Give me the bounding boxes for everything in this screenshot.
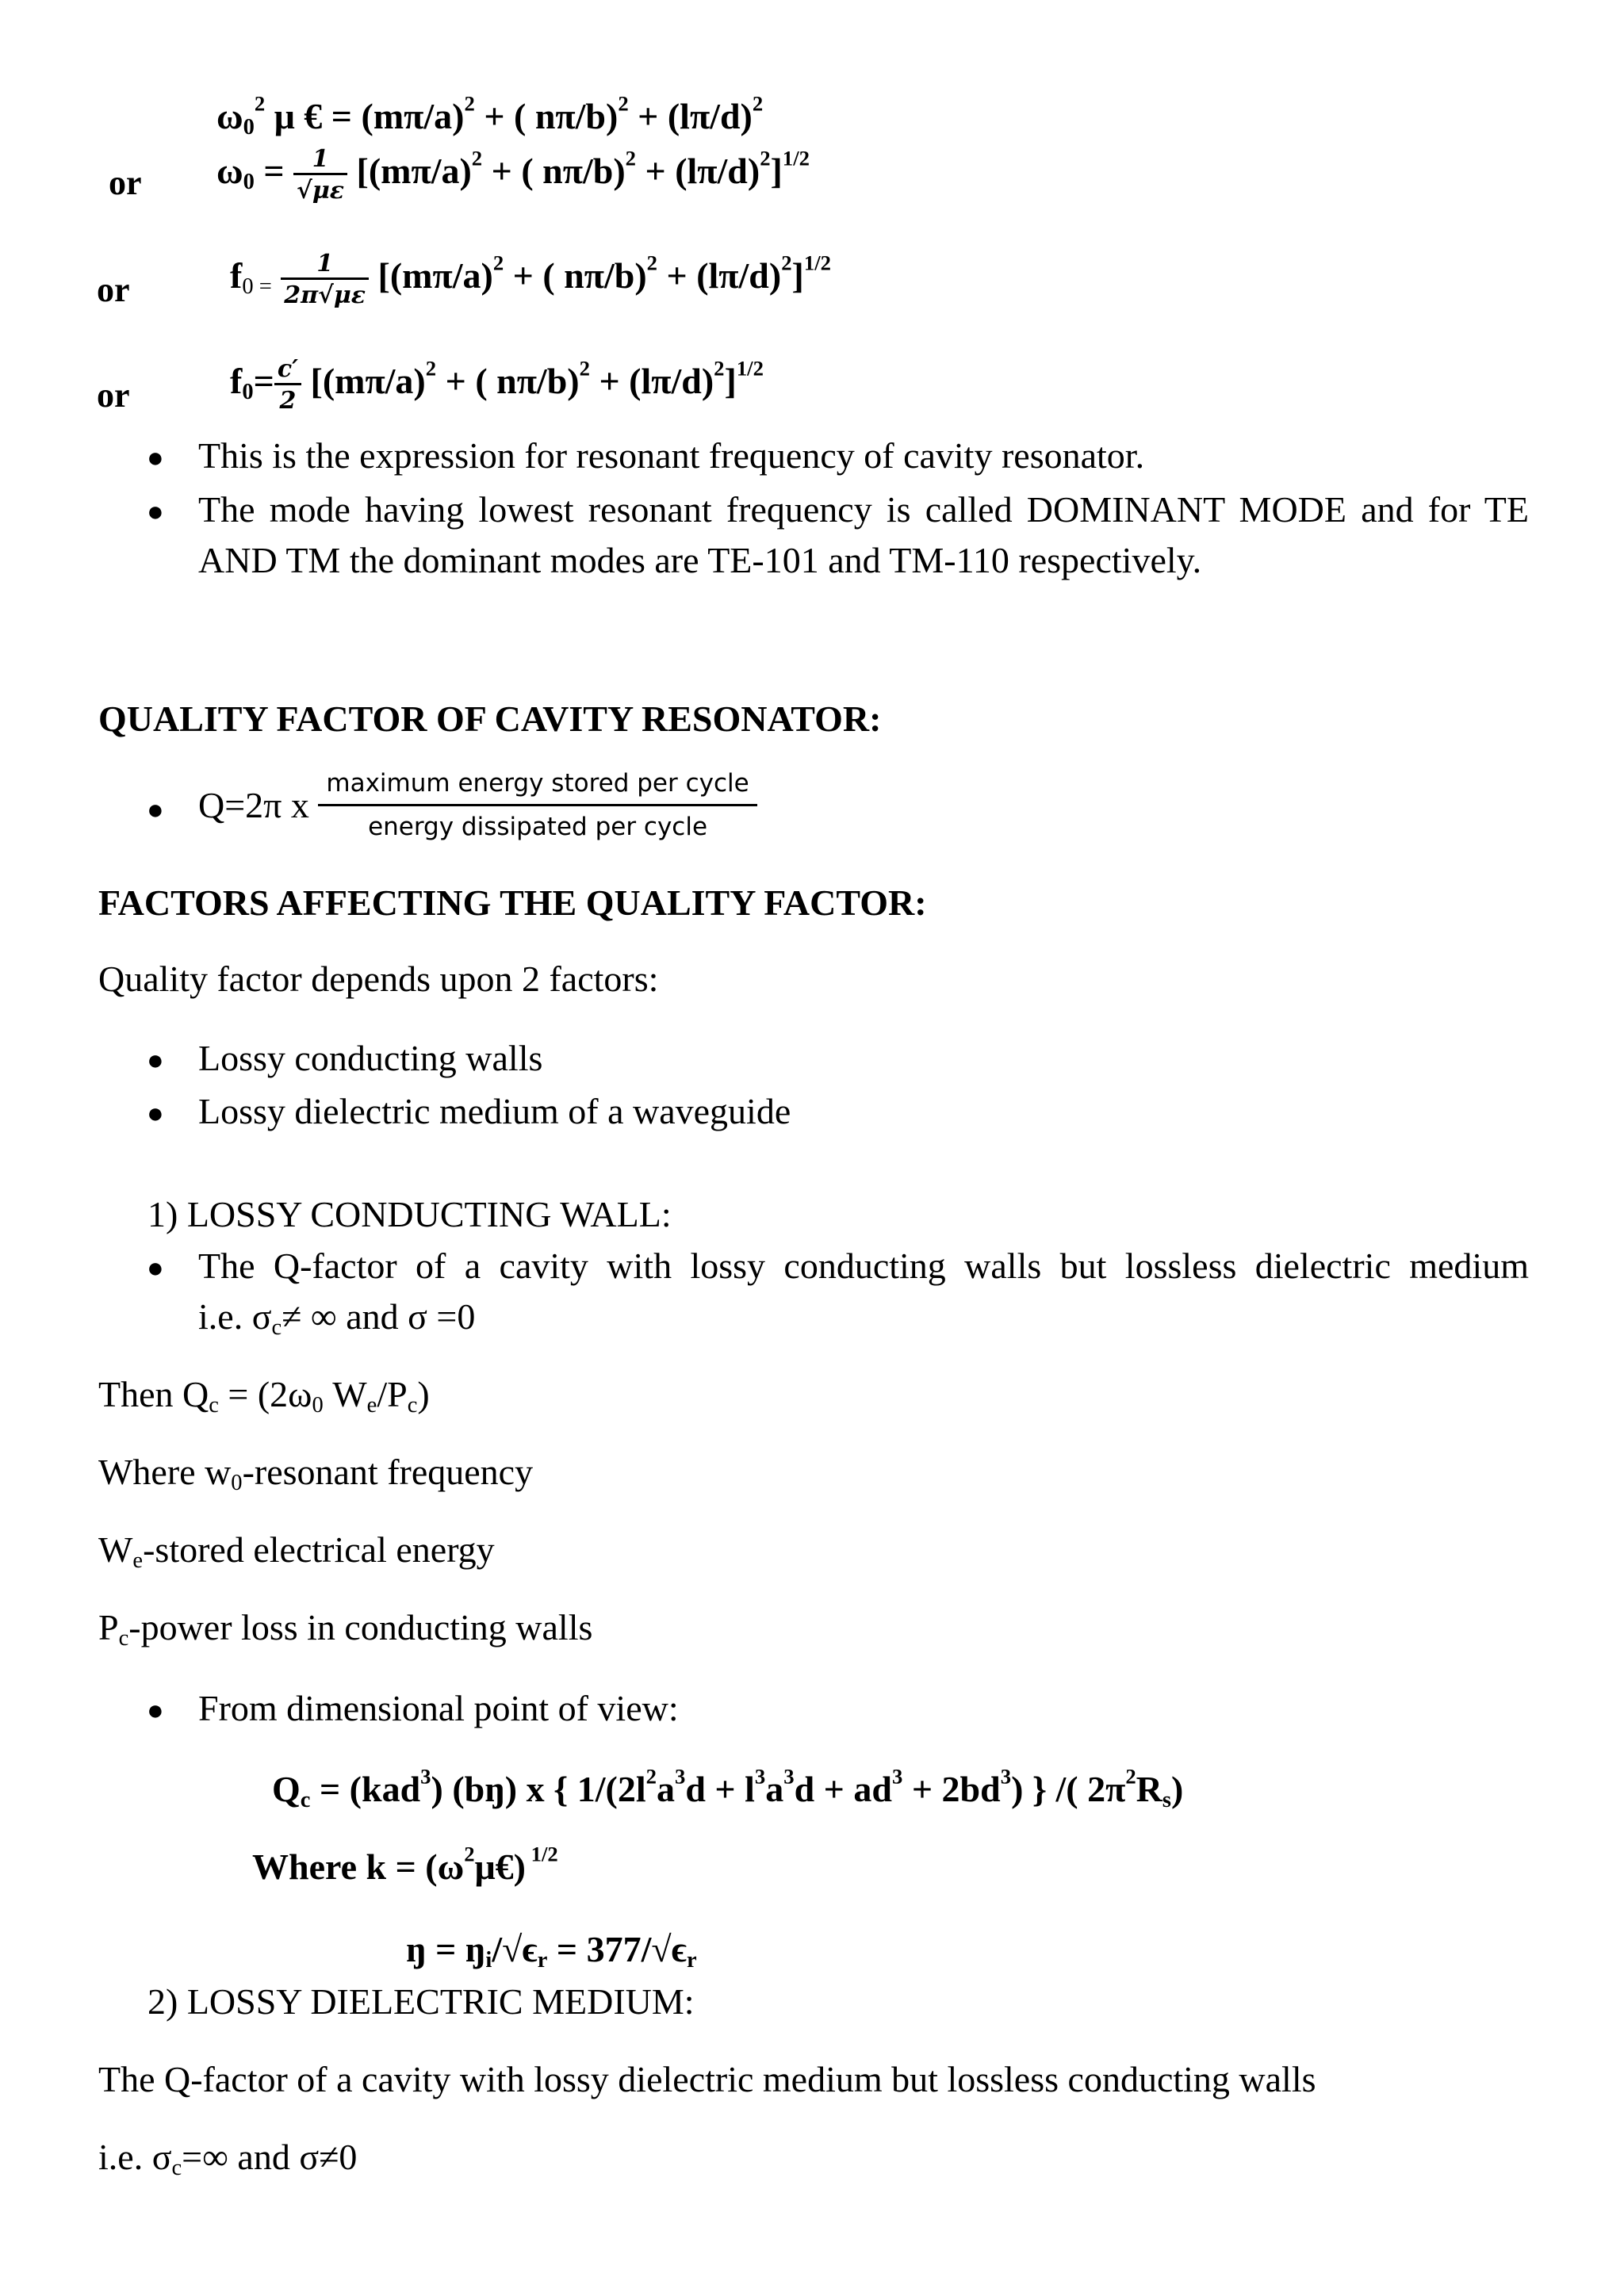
- section2-line2: i.e. $\sigma_c=\infty$ and σ≠0: [98, 2137, 358, 2181]
- where-stored-energy: $W_e$-stored electrical energy: [98, 1529, 495, 1574]
- or-label: or: [109, 163, 142, 202]
- section1-bullet-line2: i.e. $\sigma_c\ne$ ∞ and σ =0: [198, 1296, 476, 1341]
- bullet-dot: ●: [147, 496, 164, 527]
- fraction-1-over-2pi-sqrt-mu-eps: $\frac{1}{2\pi√\mu\varepsilon}$: [281, 250, 369, 309]
- q-formula: Q=2π x $\frac{\text{maximum energy stored per cycle}}{\text{energy dissipated per cycle}}$: [198, 769, 757, 841]
- dominant-mode-note-line1: The mode having lowest resonant frequency is called DOMINANT MODE and for TE: [198, 489, 1529, 530]
- equation-omega-squared: $\omega_0^2$ μ € = $(m\pi/a)^2$ + ( $n\pi/b)^2 + (l\pi/d)^2$: [216, 91, 764, 140]
- fraction-1-over-sqrt-mu-eps: $\frac{1}{√\mu\varepsilon}$: [293, 145, 347, 205]
- dominant-mode-note-line2: AND TM the dominant modes are TE-101 and TM-110 respectively.: [198, 540, 1202, 580]
- bullet-dot: ●: [147, 1044, 164, 1076]
- factor-item-conducting-walls: Lossy conducting walls: [198, 1038, 543, 1078]
- where-power-loss: $P_c$-power loss in conducting walls: [98, 1607, 593, 1651]
- section2-title: 2) LOSSY DIELECTRIC MEDIUM:: [147, 1981, 695, 2022]
- where-resonant-frequency: Where $w_0$-resonant frequency: [98, 1452, 534, 1496]
- q-formula-fraction: $\frac{\text{maximum energy stored per cycle}}{\text{energy dissipated per cycle}}$: [318, 769, 756, 841]
- quality-factor-heading: QUALITY FACTOR OF CAVITY RESONATOR:: [98, 698, 882, 739]
- factors-intro: Quality factor depends upon 2 factors:: [98, 959, 659, 999]
- equation-f-zero: $f_{0 =}$ $\frac{1}{2\pi√\mu\varepsilon}$ [$(m\pi/a)^2$ + ( $n\pi/b)^2 + (l\pi/d)^2]^{1/2}$: [230, 250, 831, 309]
- bullet-dot: ●: [147, 1694, 164, 1726]
- dimensional-bullet: From dimensional point of view:: [198, 1688, 679, 1728]
- eta-definition: ŋ = $ŋ_i/√\epsilon_r = 377/√\epsilon_r$: [406, 1929, 697, 1973]
- bullet-dot: ●: [147, 442, 164, 473]
- section1-bullet-line1: The Q-factor of a cavity with lossy conducting walls but lossless dielectric medium: [198, 1246, 1529, 1286]
- equation-f-zero-c-prime: $f_0=$ $\frac{c'}{2}$ [$(m\pi/a)^2$ + ( $n\pi/b)^2 + (l\pi/d)^2]^{1/2}$: [230, 355, 764, 415]
- qc-definition: Then $Q_c = (2\omega_0$ $W_e/P_c$): [98, 1374, 430, 1418]
- section2-line1: The Q-factor of a cavity with lossy dielectric medium but lossless conducting walls: [98, 2059, 1316, 2099]
- fraction-c-prime-over-2: $\frac{c'}{2}$: [274, 355, 301, 415]
- or-label: or: [97, 376, 130, 415]
- k-definition: Where $k = (\omega^2\mu€)$ $^{1/2}$: [252, 1842, 558, 1887]
- factors-heading: FACTORS AFFECTING THE QUALITY FACTOR:: [98, 882, 927, 923]
- bullet-dot: ●: [147, 1097, 164, 1129]
- qc-dimensional-formula: $Q_c = (kad^3)$ (bŋ) x { $1/(2l^2a^3d + l^3a^3d + ad^3 + 2bd^3)$ } /( $2\pi^2R_s$): [272, 1764, 1184, 1813]
- resonant-frequency-note: This is the expression for resonant frequency of cavity resonator.: [198, 435, 1145, 476]
- bullet-dot: ●: [147, 1252, 164, 1284]
- equation-omega-zero: $\omega_0$ = $\frac{1}{√\mu\varepsilon}$ [$(m\pi/a)^2$ + ( $n\pi/b)^2 + (l\pi/d)^2]^{1/2}$: [216, 145, 810, 205]
- section1-title: 1) LOSSY CONDUCTING WALL:: [147, 1194, 672, 1234]
- bullet-dot: ●: [147, 794, 164, 825]
- or-label: or: [97, 270, 130, 309]
- factor-item-dielectric-medium: Lossy dielectric medium of a waveguide: [198, 1091, 791, 1131]
